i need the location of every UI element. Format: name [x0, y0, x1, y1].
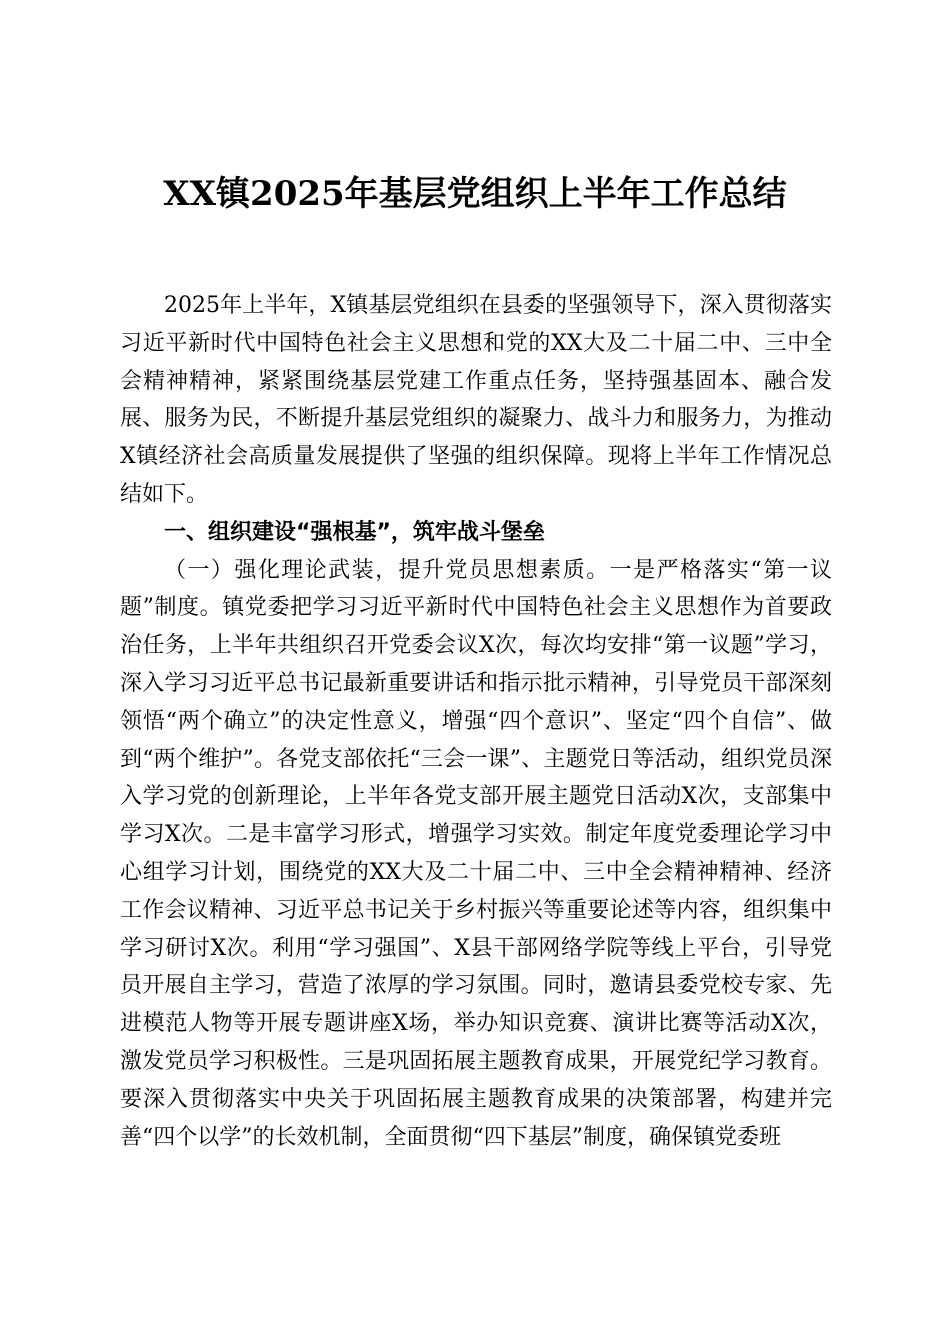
document-title: XX镇2025年基层党组织上半年工作总结 [163, 174, 787, 214]
subsection-paragraph-1 [120, 552, 832, 1157]
subsection-body-1: 一是严格落实“第一议题”制度。镇党委把学习习近平新时代中国特色社会主义思想作为首要政治任务，上半年共组织召开党委会议X次，每次均安排“第一议题”学习，深入学习习近平总书记最新重要讲话和指示批示精神，引导党员干部深刻领悟“两个确立”的决定性意义，增强“四个意识”、坚定“四个自信”、做到“两个维护”。各党支部依托“三会一课”、主题党日等活动，组织党员深入学习党的创新理论，上半年各党支部开展主题党日活动X次，支部集中学习X次。二是丰富学习形式，增强学习实效。制定年度党委理论学习中心组学习计划，围绕党的XX大及二十届二中、三中全会精神精神、经济工作会议精神、习近平总书记关于乡村振兴等重要论述等内容，组织集中学习研讨X次。利用“学习强国”、X县干部网络学院等线上平台，引导党员开展自主学习，营造了浓厚的学习氛围。同时，邀请县委党校专家、先进模范人物等开展专题讲座X场，举办知识竞赛、演讲比赛等活动X次，激发党员学习积极性。三是巩固拓展主题教育成果，开展党纪学习教育。要深入贯彻落实中央关于巩固拓展主题教育成果的决策部署，构建并完善“四个以学”的长效机制，全面贯彻“四下基层”制度，确保镇党委班 [120, 557, 832, 1150]
intro-paragraph: 2025年上半年，X镇基层党组织在县委的坚强领导下，深入贯彻落实习近平新时代中国特色社会主义思想和党的XX大及二十届二中、三中全会精神精神，紧紧围绕基层党建工作重点任务，坚持强基固本、融合发展、服务为民，不断提升基层党组织的凝聚力、战斗力和服务力，为推动X镇经济社会高质量发展提供了坚强的组织保障。现将上半年工作情况总结如下。 [120, 293, 832, 507]
section-heading-1: 一、组织建设“强根基”，筑牢战斗堡垒 [164, 519, 545, 545]
document-body [120, 287, 832, 1156]
subsection-heading-1: （一）强化理论武装，提升党员思想素质。 [164, 557, 610, 583]
